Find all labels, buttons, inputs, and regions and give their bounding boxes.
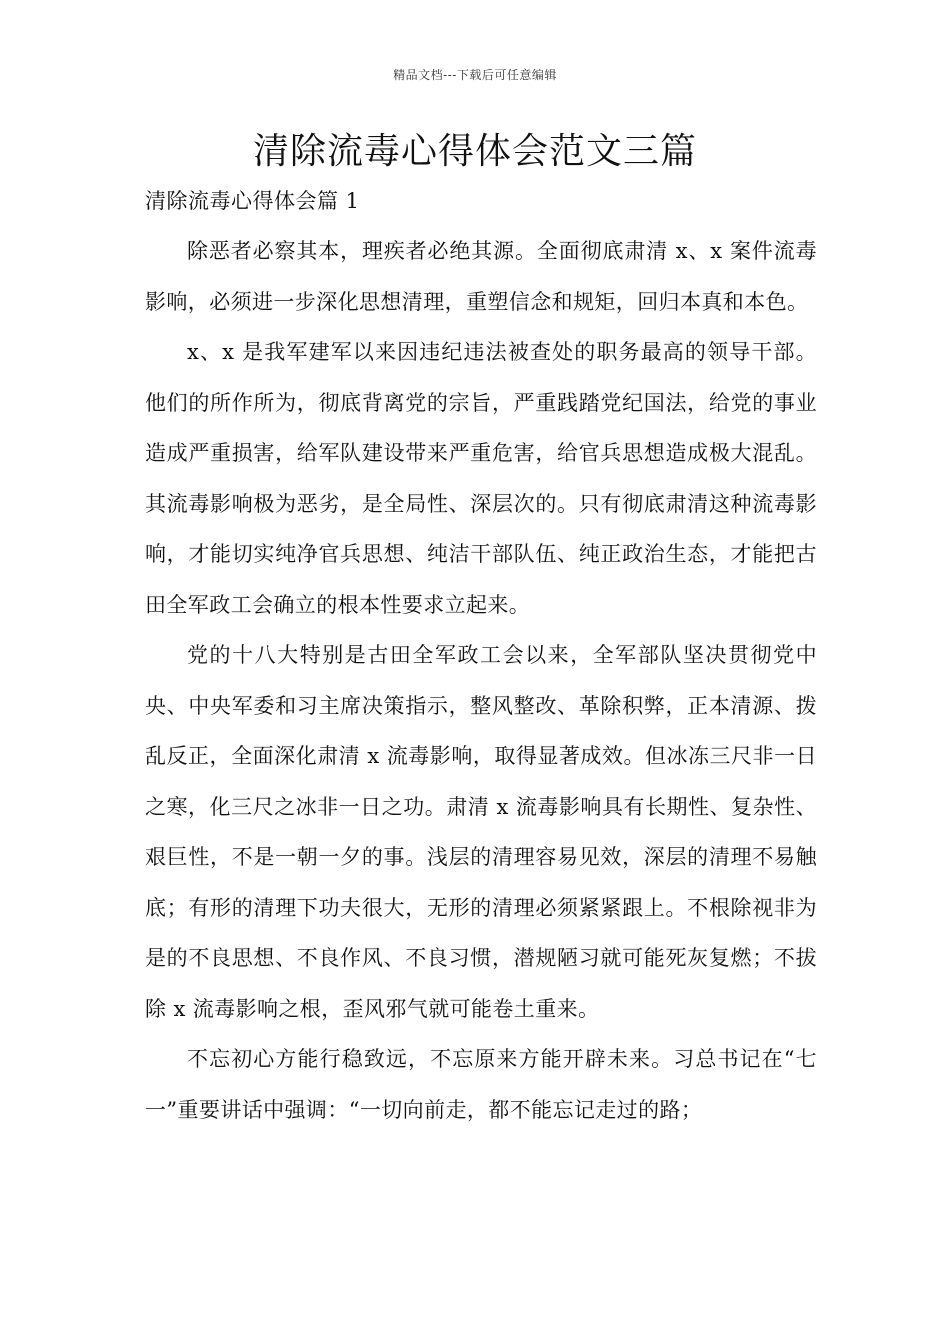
body-text (145, 226, 817, 1135)
header-note: 精品文档---下载后可任意编辑 (393, 68, 557, 82)
paragraph: 除恶者必察其本，理疾者必绝其源。全面彻底肃清 x、x 案件流毒影响，必须进一步深化思想清理，重塑信念和规矩，回归本真和本色。 (145, 239, 817, 314)
paragraph: 党的十八大特别是古田全军政工会以来，全军部队坚决贯彻党中央、中央军委和习主席决策指示，整风整改、革除积弊，正本清源、拨乱反正，全面深化肃清 x 流毒影响，取得显著成效。但冰冻三尺非一日之寒，化三尺之冰非一日之功。肃清 x 流毒影响具有长期性、复杂性、艰巨性，不是一朝一夕的事。浅层的清理容易见效，深层的清理不易触底；有形的清理下功夫很大，无形的清理必须紧紧跟上。不根除视非为是的不良思想、不良作风、不良习惯，潜规陋习就可能死灰复燃；不拔除 x 流毒影响之根，歪风邪气就可能卷土重来。 (145, 643, 817, 1021)
section-heading: 清除流毒心得体会篇 1 (145, 189, 360, 213)
paragraph: x、x 是我军建军以来因违纪违法被查处的职务最高的领导干部。他们的所作所为，彻底背离党的宗旨，严重践踏党纪国法，给党的事业造成严重损害，给军队建设带来严重危害，给官兵思想造成极大混乱。其流毒影响极为恶劣，是全局性、深层次的。只有彻底肃清这种流毒影响，才能切实纯净官兵思想、纯洁干部队伍、纯正政治生态，才能把古田全军政工会确立的根本性要求立起来。 (145, 340, 817, 617)
document-title: 清除流毒心得体会范文三篇 (252, 131, 697, 172)
paragraph: 不忘初心方能行稳致远，不忘原来方能开辟未来。习总书记在“七一”重要讲话中强调：“一切向前走，都不能忘记走过的路； (145, 1047, 817, 1122)
